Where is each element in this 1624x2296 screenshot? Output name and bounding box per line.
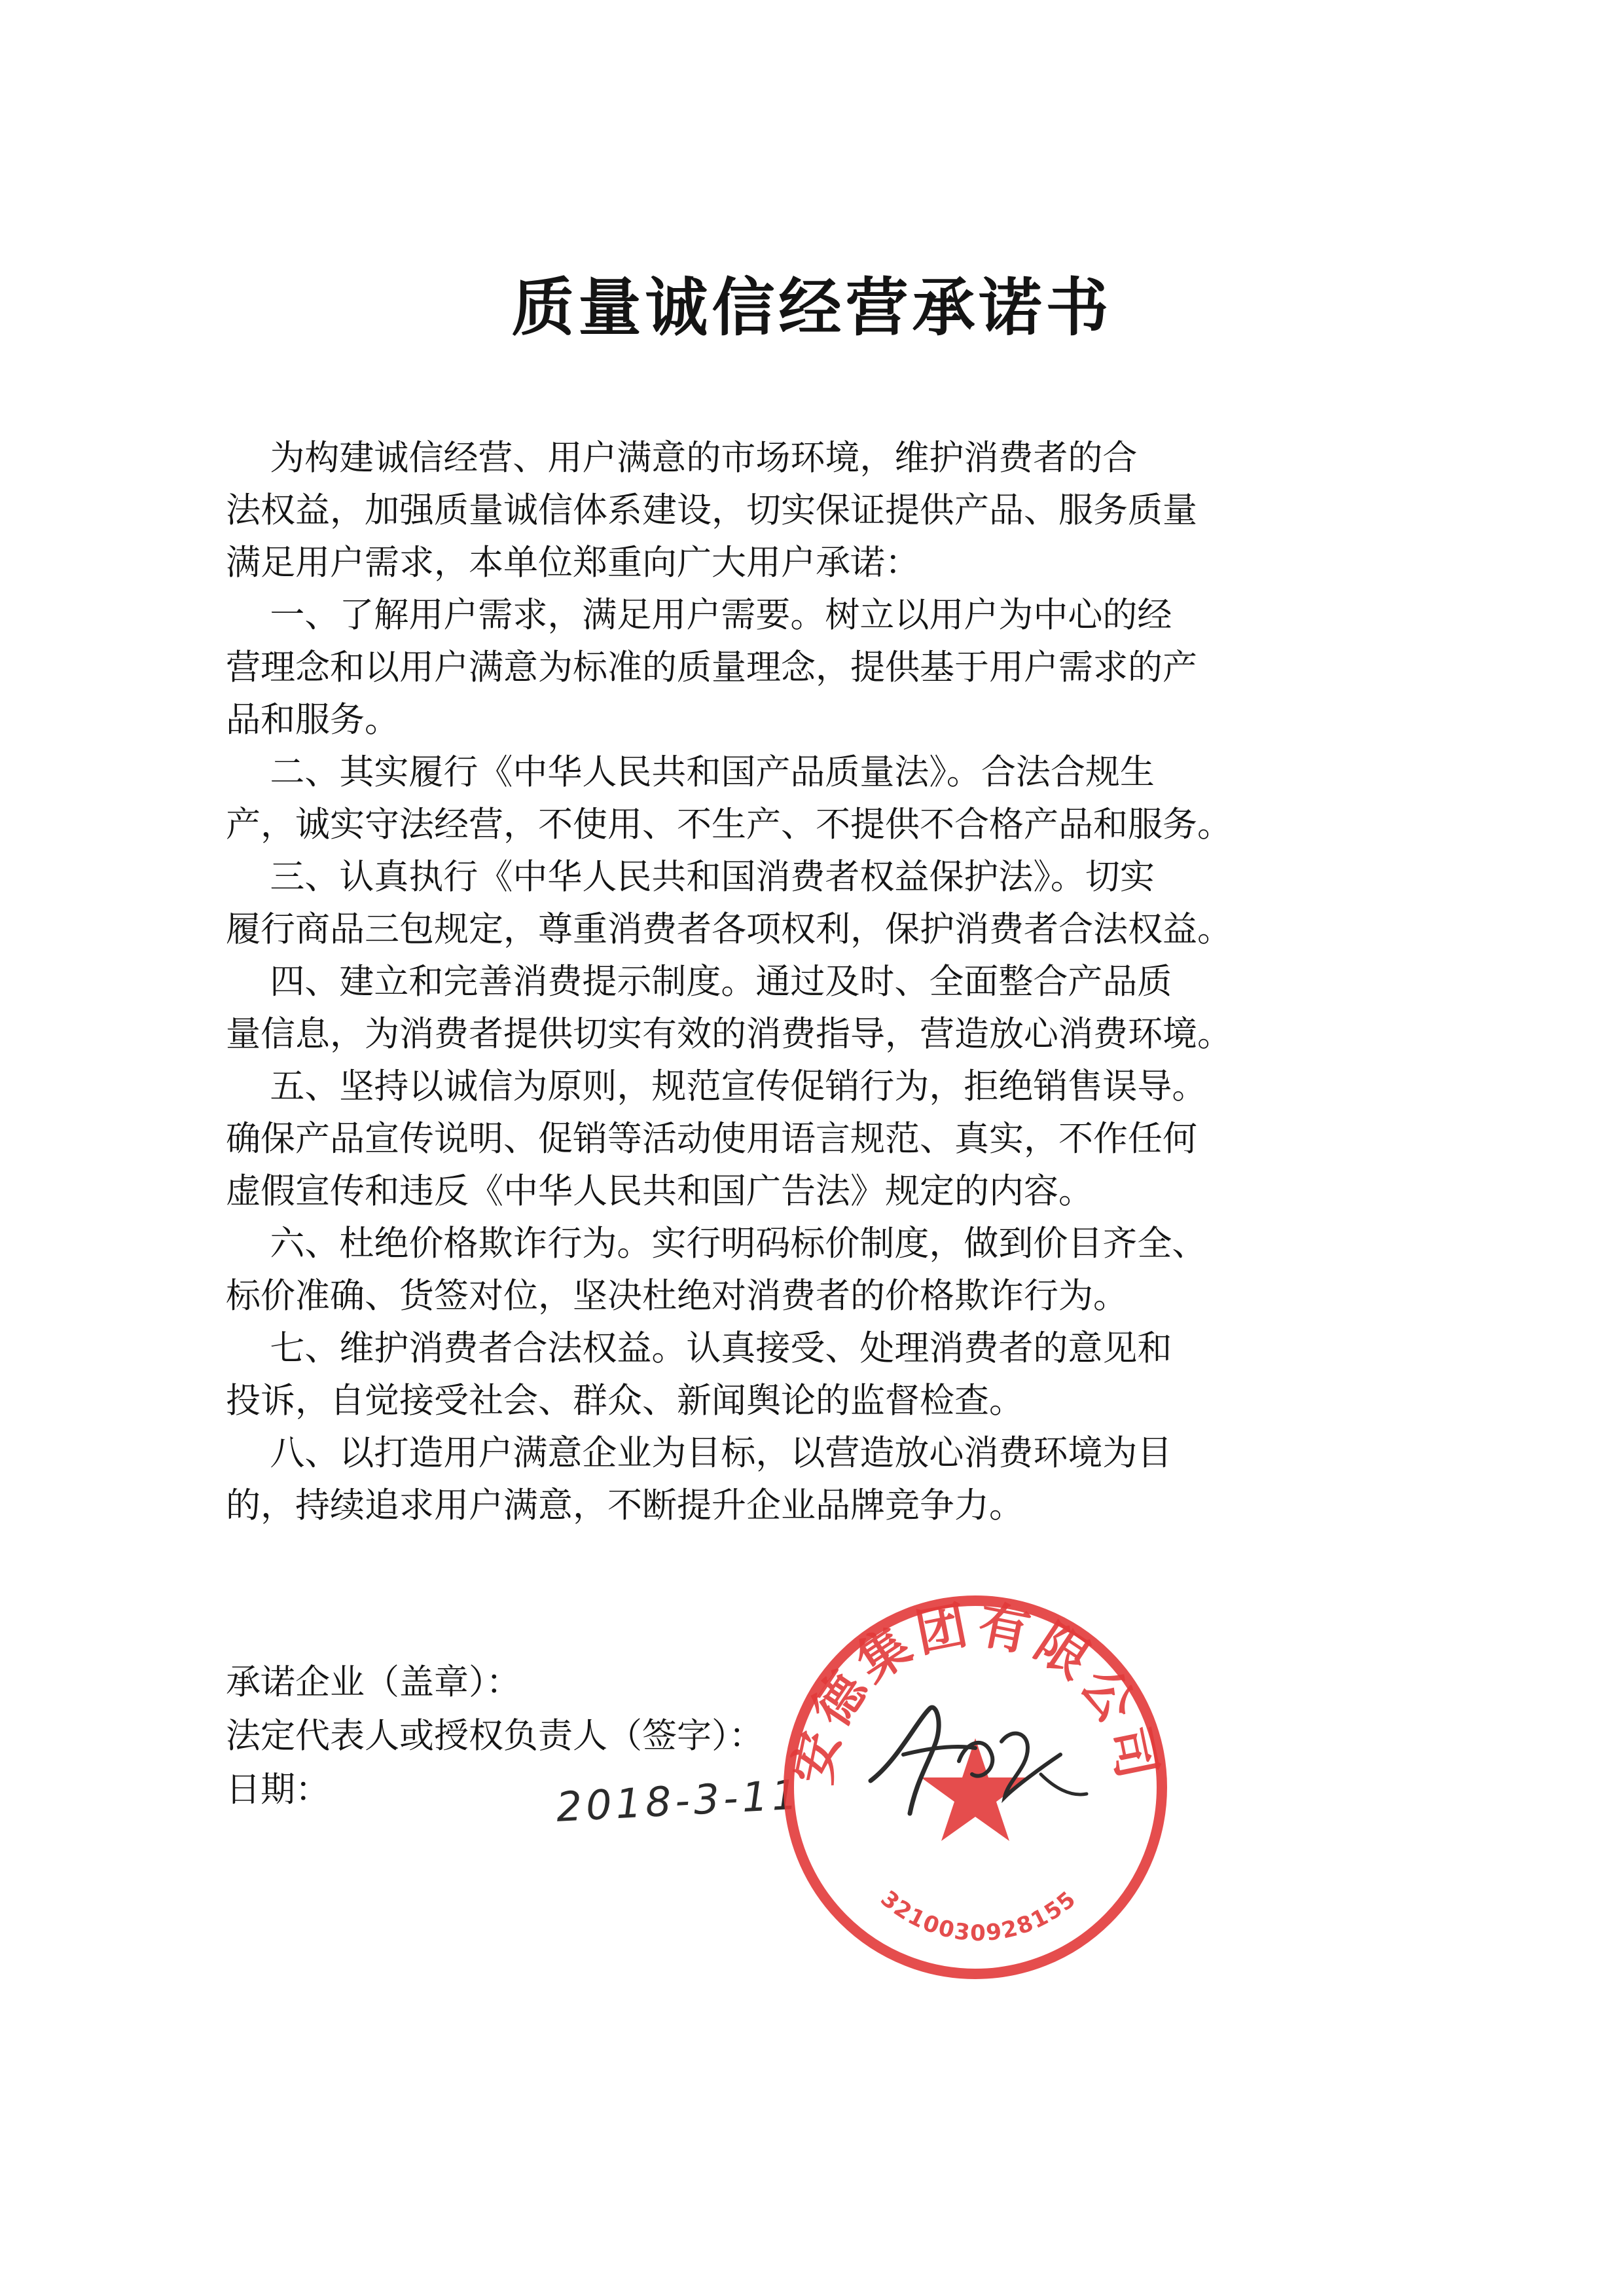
body-line: 投诉，自觉接受社会、群众、新闻舆论的监督检查。	[226, 1381, 1024, 1421]
company-seal-label: 承诺企业（盖章）：	[226, 1662, 521, 1702]
handwritten-date-text: 2018-3-11	[554, 1770, 803, 1831]
document-body	[226, 432, 1391, 1532]
body-line: 确保产品宣传说明、促销等活动使用语言规范、真实，不作任何	[226, 1119, 1197, 1159]
body-line: 虚假宣传和违反《中华人民共和国广告法》规定的内容。	[226, 1171, 1093, 1211]
body-line: 法权益，加强质量诚信体系建设，切实保证提供产品、服务质量	[226, 490, 1197, 530]
body-line: 五、坚持以诚信为原则，规范宣传促销行为，拒绝销售误导。	[226, 1066, 1207, 1106]
body-line: 履行商品三包规定，尊重消费者各项权利，保护消费者合法权益。	[226, 909, 1232, 949]
representative-signature-label: 法定代表人或授权负责人（签字）：	[226, 1716, 764, 1756]
handwritten-signature	[844, 1683, 1100, 1840]
document-title: 质量诚信经营承诺书	[511, 270, 1113, 344]
body-line: 三、认真执行《中华人民共和国消费者权益保护法》。切实	[226, 857, 1155, 897]
body-line: 产，诚实守法经营，不使用、不生产、不提供不合格产品和服务。	[226, 805, 1232, 845]
seal-text: 安德集团有限公司	[782, 1594, 1168, 1789]
body-line: 满足用户需求，本单位郑重向广大用户承诺：	[226, 543, 920, 583]
body-line: 八、以打造用户满意企业为目标，以营造放心消费环境为目	[226, 1433, 1172, 1473]
body-line: 二、其实履行《中华人民共和国产品质量法》。合法合规生	[226, 752, 1155, 792]
body-line: 标价准确、货签对位，坚决杜绝对消费者的价格欺诈行为。	[226, 1276, 1128, 1316]
body-line: 品和服务。	[226, 700, 399, 740]
body-line: 一、了解用户需求，满足用户需要。树立以用户为中心的经	[226, 595, 1172, 635]
body-line: 量信息，为消费者提供切实有效的消费指导，营造放心消费环境。	[226, 1014, 1232, 1054]
date-label: 日期：	[226, 1770, 330, 1810]
body-line: 四、建立和完善消费提示制度。通过及时、全面整合产品质	[226, 962, 1172, 1002]
body-line: 七、维护消费者合法权益。认真接受、处理消费者的意见和	[226, 1328, 1172, 1368]
body-line: 为构建诚信经营、用户满意的市场环境，维护消费者的合	[226, 438, 1138, 478]
body-line: 营理念和以用户满意为标准的质量理念，提供基于用户需求的产	[226, 647, 1197, 687]
body-line: 的，持续追求用户满意，不断提升企业品牌竞争力。	[226, 1485, 1024, 1525]
seal-number: 3210030928155	[875, 1886, 1082, 1946]
body-line: 六、杜绝价格欺诈行为。实行明码标价制度，做到价目齐全、	[226, 1224, 1207, 1264]
